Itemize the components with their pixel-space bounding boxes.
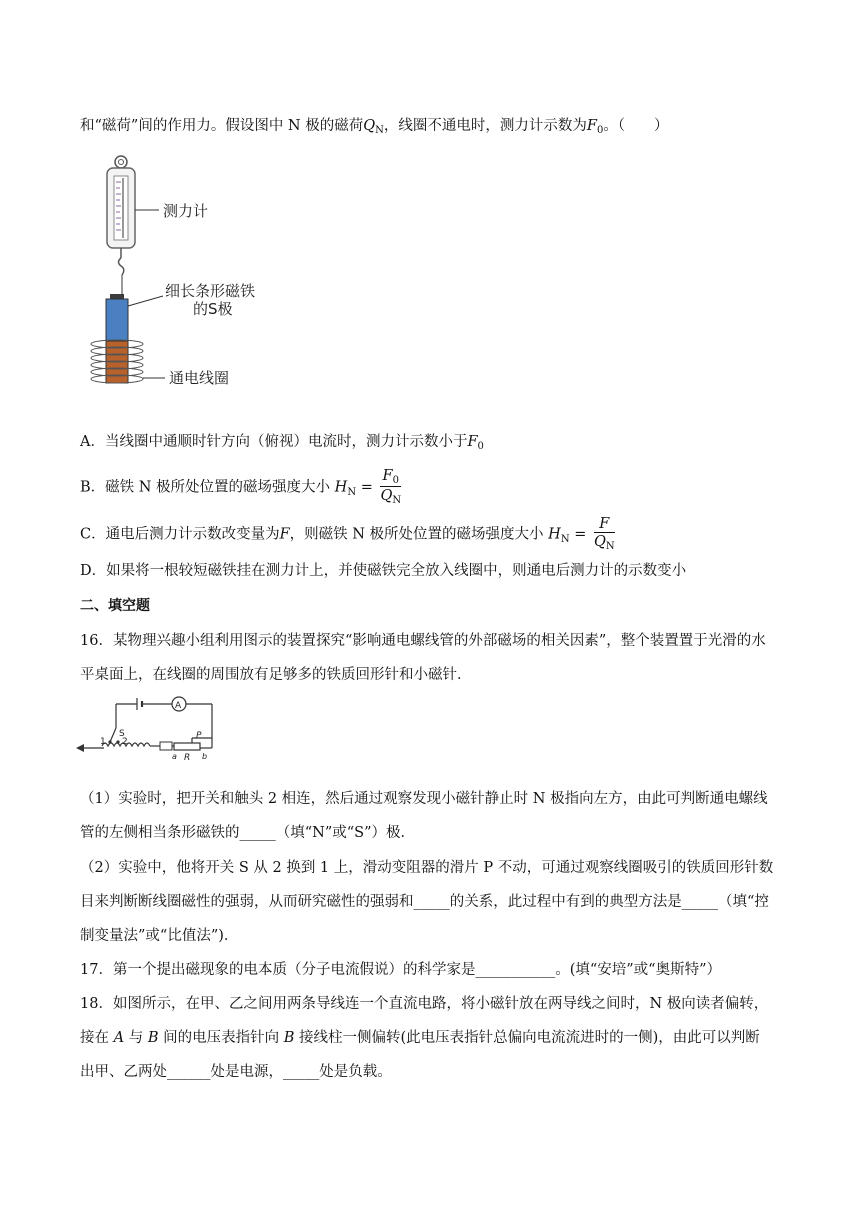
label-magnet-2: 的S极 [193, 300, 233, 318]
q18-line2: 接在 A 与 B 间的电压表指针向 B 接线柱一侧偏转(此电压表指针总偏向电流流进时的一侧)，由此可以判断 [80, 1030, 760, 1046]
q17-line1: 17．第一个提出磁现象的电本质（分子电流假说）的科学家是___________。(填“安培”或“奥斯特”） [80, 962, 722, 978]
f-symbol: F [586, 118, 597, 134]
q-symbol: Q [363, 118, 376, 134]
q16-line1: 16．某物理兴趣小组利用图示的装置探究“影响通电螺线管的外部磁场的相关因素”，整个装置置于光滑的水 [80, 633, 766, 649]
switch-label: S [119, 729, 125, 739]
figure-spring-scale [85, 150, 285, 390]
q16-part2-line3: 制变量法”或“比值法”)． [80, 928, 239, 944]
hook-ring-inner [119, 160, 124, 165]
intro-text-a: 和“磁荷”间的作用力。假设图中 N 极的磁荷 [80, 118, 364, 134]
option-b-fraction: $\frac{F_0}{Q_N}$ [380, 468, 402, 506]
label-meter: 测力计 [163, 202, 209, 220]
option-d: D．如果将一根较短磁铁挂在测力计上，并使磁铁完全放入线圈中，则通电后测力计的示数变小 [80, 563, 687, 579]
needle-arrow-icon [76, 744, 84, 752]
q16-line2: 平桌面上，在线圈的周围放有足够多的铁质回形针和小磁针． [80, 667, 472, 683]
option-a: A．当线圈中通顺时针方向（俯视）电流时，测力计示数小于$F_0$ [80, 434, 484, 452]
q16-part1-line1: （1）实验时，把开关和触头 2 相连，然后通过观察发现小磁针静止时 N 极指向左方，由此可判断通电螺线 [80, 791, 768, 807]
end-a-label: a [172, 752, 177, 761]
contact-2-label: 2 [122, 737, 128, 747]
q16-part2-line2: 目来判断断线圈磁性的强弱，从而研究磁性的强弱和_____的关系，此过程中有到的典型方法是_____（填“控 [80, 894, 769, 910]
q18-line3: 出甲、乙两处______处是电源，_____处是负载。 [80, 1064, 392, 1080]
hook-ring [115, 156, 127, 168]
f-subscript: 0 [596, 125, 604, 136]
q16-part2-line1: （2）实验中，他将开关 S 从 2 换到 1 上，滑动变阻器的滑片 P 不动，可通过观察线圈吸引的铁质回形针数 [80, 860, 774, 876]
contact-dot-2 [116, 740, 119, 743]
contact-dot-1 [108, 740, 111, 743]
rheostat-label: R [184, 753, 191, 763]
hook [119, 258, 124, 275]
q18-line1: 18．如图所示，在甲、乙之间用两条导线连一个直流电路，将小磁针放在两导线之间时，N 极向读者偏转， [80, 996, 769, 1012]
q16-part1-line2: 管的左侧相当条形磁铁的_____（填“N”或“S”）极． [80, 825, 416, 841]
slider-label: P [196, 731, 202, 741]
end-b-label: b [202, 752, 208, 761]
intro-text-b: ，线圈不通电时，测力计示数为 [383, 118, 587, 134]
magnet-cap [110, 294, 124, 299]
leader-magnet [128, 296, 163, 306]
option-c: C．通电后测力计示数改变量为F，则磁铁 N 极所处位置的磁场强度大小 $H_N$ = $\frac{F}{Q_N}$ [80, 516, 615, 552]
contact-1-label: 1 [100, 737, 106, 747]
option-a-f: F [467, 434, 478, 450]
ammeter-label: A [175, 701, 182, 711]
magnet-s-pole [106, 299, 128, 341]
label-magnet-1: 细长条形磁铁 [165, 282, 256, 300]
q-subscript: N [375, 125, 384, 136]
figure-circuit [74, 692, 224, 770]
option-c-fraction: $\frac{F}{Q_N}$ [593, 516, 615, 552]
section-heading: 二、填空题 [80, 598, 150, 614]
iron-block [160, 742, 172, 750]
intro-text-c: 。（ ） [603, 118, 669, 134]
option-b: B．磁铁 N 极所处位置的磁场强度大小 $H_N$ = $\frac{F_0}{Q_N}$ [80, 468, 402, 506]
intro-line [80, 116, 669, 138]
label-coil: 通电线圈 [169, 369, 230, 387]
